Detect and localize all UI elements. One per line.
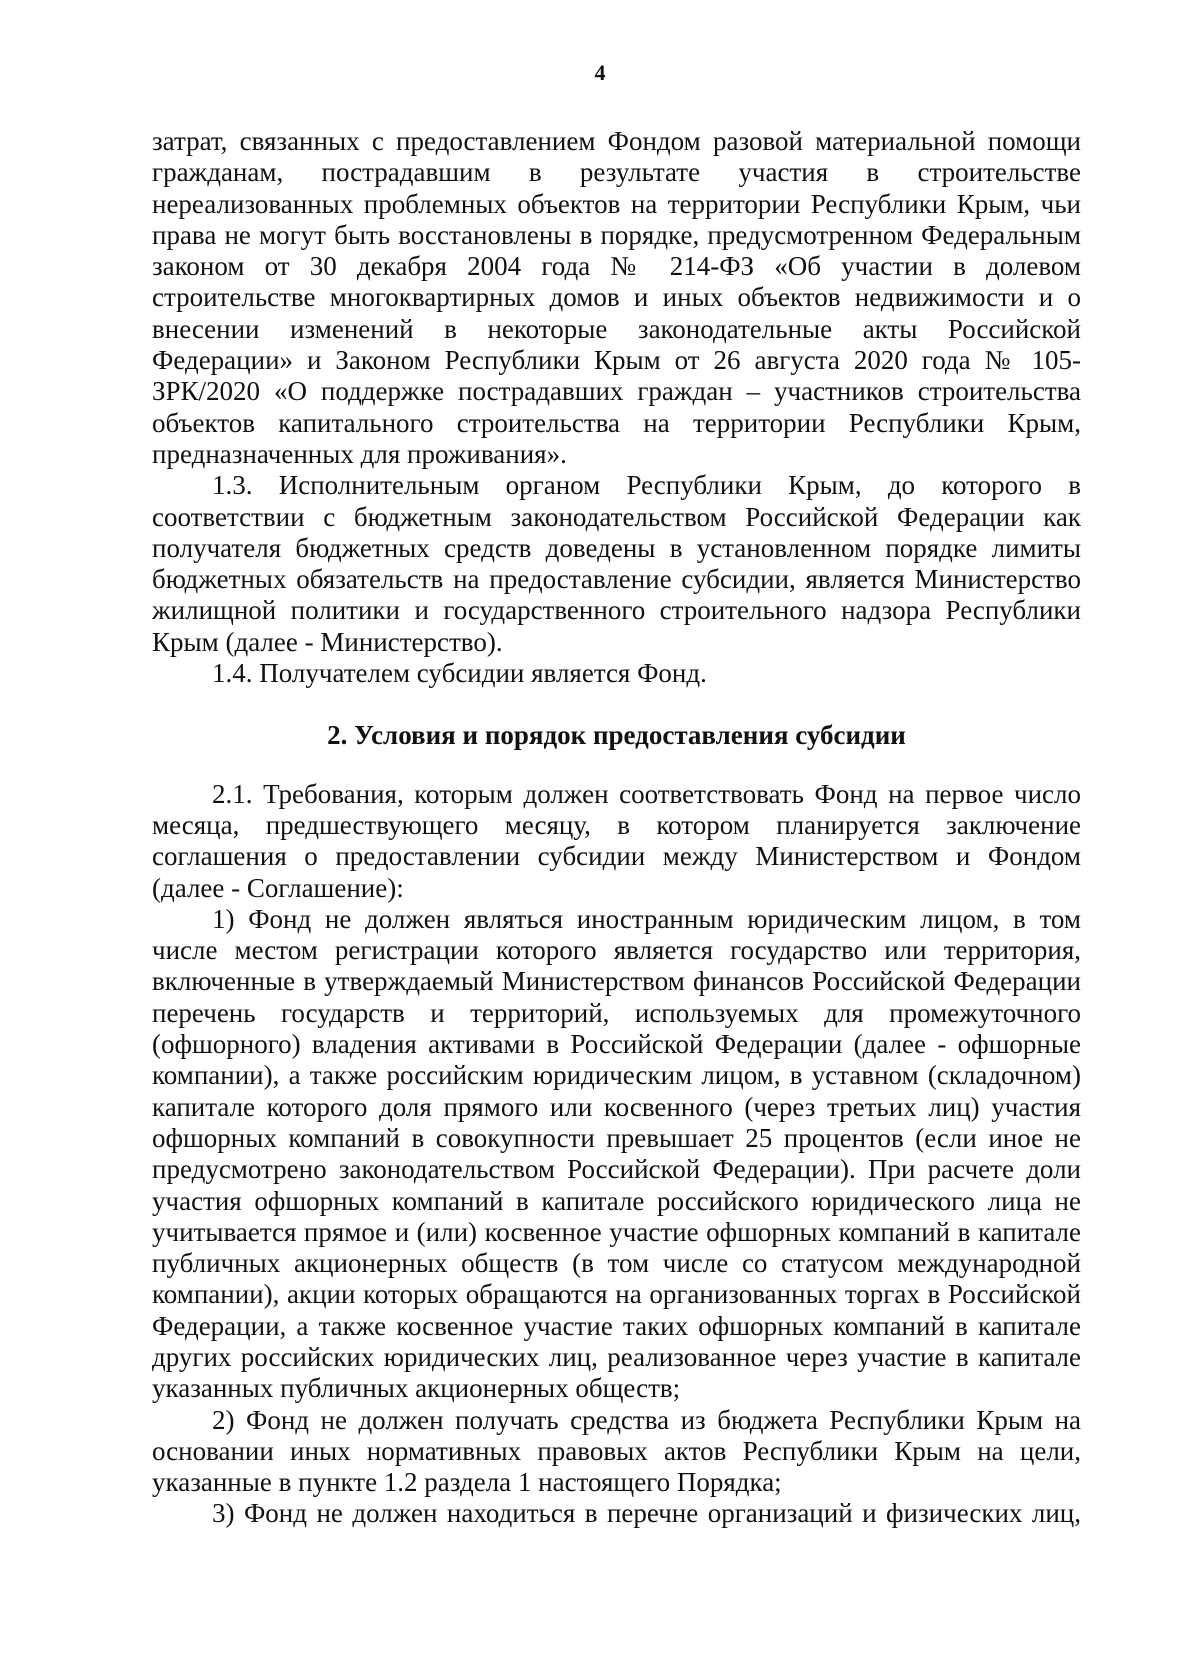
page-number: 4 (594, 60, 606, 85)
paragraph-continuation: затрат, связанных с предоставлением Фондом разовой материальной помощи гражданам, пострадавшим в результате участия в строительстве нереализованных проблемных объектов на территории Республики Крым, чьи права не могут быть восстановлены в порядке, предусмотренном Федеральным законом от 30 декабря 2004 года № 214-ФЗ «Об участии в долевом строительстве многоквартирных домов и иных объектов недвижимости и о внесении изменений в некоторые законодательные акты Российской Федерации» и Законом Республики Крым от 26 августа 2020 года № 105-ЗРК/2020 «О поддержке пострадавших граждан – участников строительства объектов капитального строительства на территории Республики Крым, предназначенных для проживания». (152, 126, 1081, 469)
paragraph-2-1-item-1: 1) Фонд не должен являться иностранным юридическим лицом, в том числе местом регистрации которого является государство или территория, включенные в утверждаемый Министерством финансов Российской Федерации перечень государств и территорий, используемых для промежуточного (офшорного) владения активами в Российской Федерации (далее - офшорные компании), а также российским юридическим лицом, в уставном (складочном) капитале которого доля прямого или косвенного (через третьих лиц) участия офшорных компаний в совокупности превышает 25 процентов (если иное не предусмотрено законодательством Российской Федерации). При расчете доли участия офшорных компаний в капитале российского юридического лица не учитывается прямое и (или) косвенное участие офшорных компаний в капитале публичных акционерных обществ (в том числе со статусом международной компании), акции которых обращаются на организованных торгах в Российской Федерации, а также косвенное участие таких офшорных компаний в капитале других российских юридических лиц, реализованное через участие в капитале указанных публичных акционерных обществ; (152, 903, 1081, 1404)
document-body (152, 126, 1081, 1530)
paragraph-2-1-item-3: 3) Фонд не должен находиться в перечне организаций и физических лиц, (212, 1498, 1081, 1529)
paragraph-1-3: 1.3. Исполнительным органом Республики Крым, до которого в соответствии с бюджетным законодательством Российской Федерации как получателя бюджетных средств доведены в установленном порядке лимиты бюджетных обязательств на предоставление субсидии, является Министерство жилищной политики и государственного строительного надзора Республики Крым (далее - Министерство). (152, 470, 1081, 657)
paragraph-2-1: 2.1. Требования, которым должен соответствовать Фонд на первое число месяца, предшествующего месяцу, в котором планируется заключение соглашения о предоставлении субсидии между Министерством и Фондом (далее - Соглашение): (152, 778, 1081, 903)
paragraph-1-4: 1.4. Получателем субсидии является Фонд. (212, 658, 707, 689)
paragraph-2-1-item-2: 2) Фонд не должен получать средства из бюджета Республики Крым на основании иных нормативных правовых актов Республики Крым на цели, указанные в пункте 1.2 раздела 1 настоящего Порядка; (152, 1404, 1081, 1498)
section-2-heading: 2. Условия и порядок предоставления субсидии (327, 720, 906, 751)
